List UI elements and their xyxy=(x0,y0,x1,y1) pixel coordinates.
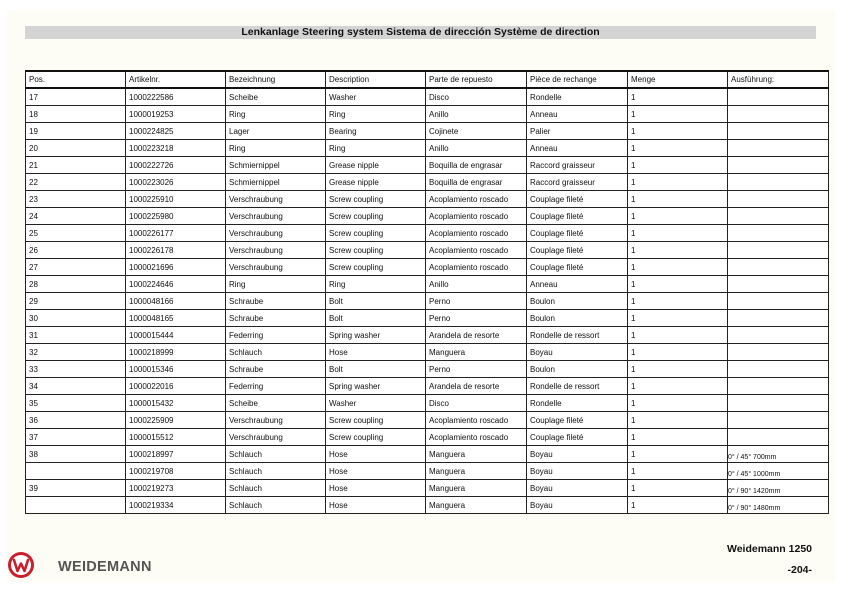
column-header: Bezeichnung xyxy=(226,71,326,88)
table-cell: 1000226178 xyxy=(126,242,226,259)
table-cell xyxy=(728,191,829,208)
table-cell: Bolt xyxy=(326,310,426,327)
table-cell: 1 xyxy=(628,88,728,106)
table-cell: 1000015444 xyxy=(126,327,226,344)
table-cell: Acoplamiento roscado xyxy=(426,412,527,429)
table-cell: 38 xyxy=(26,446,126,463)
table-cell: 1000048166 xyxy=(126,293,226,310)
table-cell: Perno xyxy=(426,310,527,327)
table-cell: Schlauch xyxy=(226,497,326,514)
table-cell: Ring xyxy=(226,106,326,123)
table-cell: Federring xyxy=(226,327,326,344)
parts-table xyxy=(25,70,829,514)
table-cell: Couplage fileté xyxy=(527,191,628,208)
table-cell: 1 xyxy=(628,412,728,429)
table-cell: 33 xyxy=(26,361,126,378)
table-cell: 1 xyxy=(628,361,728,378)
table-cell: 36 xyxy=(26,412,126,429)
table-cell: 1000219273 xyxy=(126,480,226,497)
table-row xyxy=(26,361,829,378)
table-cell: Rondelle de ressort xyxy=(527,378,628,395)
table-cell: Verschraubung xyxy=(226,259,326,276)
table-cell: Manguera xyxy=(426,344,527,361)
table-cell: Manguera xyxy=(426,446,527,463)
table-cell: 0° / 90° 1420mm xyxy=(728,480,829,497)
table-cell: 1000224646 xyxy=(126,276,226,293)
table-cell: 1 xyxy=(628,174,728,191)
table-cell: Washer xyxy=(326,88,426,106)
table-row xyxy=(26,276,829,293)
table-cell: Boyau xyxy=(527,480,628,497)
table-row xyxy=(26,88,829,106)
table-cell xyxy=(728,378,829,395)
table-row xyxy=(26,412,829,429)
table-cell: 1 xyxy=(628,123,728,140)
table-cell xyxy=(728,310,829,327)
table-cell: Acoplamiento roscado xyxy=(426,429,527,446)
table-cell: 29 xyxy=(26,293,126,310)
table-cell: Disco xyxy=(426,88,527,106)
table-row xyxy=(26,140,829,157)
table-cell xyxy=(728,157,829,174)
table-cell: Anneau xyxy=(527,106,628,123)
table-cell: 18 xyxy=(26,106,126,123)
table-cell: 1000222726 xyxy=(126,157,226,174)
table-cell: 35 xyxy=(26,395,126,412)
table-row xyxy=(26,123,829,140)
table-row xyxy=(26,327,829,344)
table-cell: Schlauch xyxy=(226,344,326,361)
table-cell: Schmiernippel xyxy=(226,174,326,191)
table-cell: Screw coupling xyxy=(326,225,426,242)
table-cell: Scheibe xyxy=(226,395,326,412)
table-cell: Scheibe xyxy=(226,88,326,106)
table-cell: Schraube xyxy=(226,293,326,310)
table-cell: Screw coupling xyxy=(326,259,426,276)
table-cell: 1000015346 xyxy=(126,361,226,378)
table-cell: Ring xyxy=(326,106,426,123)
table-cell: Rondelle de ressort xyxy=(527,327,628,344)
table-cell xyxy=(728,123,829,140)
table-cell: Boyau xyxy=(527,497,628,514)
table-cell: Bearing xyxy=(326,123,426,140)
table-cell: 1 xyxy=(628,157,728,174)
table-cell: Grease nipple xyxy=(326,157,426,174)
table-cell: Anneau xyxy=(527,140,628,157)
table-cell: 1 xyxy=(628,293,728,310)
table-cell: Perno xyxy=(426,293,527,310)
table-cell: Schlauch xyxy=(226,463,326,480)
table-body xyxy=(26,88,829,514)
table-row xyxy=(26,310,829,327)
table-row xyxy=(26,497,829,514)
brand-name: WEIDEMANN xyxy=(58,559,152,575)
table-cell: Hose xyxy=(326,446,426,463)
table-cell: Hose xyxy=(326,480,426,497)
table-cell: Acoplamiento roscado xyxy=(426,225,527,242)
table-cell: 37 xyxy=(26,429,126,446)
page-number: -204- xyxy=(787,564,812,576)
table-cell: Hose xyxy=(326,463,426,480)
table-row xyxy=(26,344,829,361)
table-cell: Schmiernippel xyxy=(226,157,326,174)
table-cell: Couplage fileté xyxy=(527,225,628,242)
table-cell: 1 xyxy=(628,344,728,361)
table-cell: Anillo xyxy=(426,276,527,293)
table-cell xyxy=(728,106,829,123)
table-cell xyxy=(728,88,829,106)
table-cell: 1 xyxy=(628,429,728,446)
table-cell: Bolt xyxy=(326,361,426,378)
column-header: Parte de repuesto xyxy=(426,71,527,88)
table-cell: Verschraubung xyxy=(226,429,326,446)
table-cell: 19 xyxy=(26,123,126,140)
table-cell: Couplage fileté xyxy=(527,429,628,446)
table-cell: Spring washer xyxy=(326,327,426,344)
table-cell: 1000218997 xyxy=(126,446,226,463)
table-cell: 1 xyxy=(628,480,728,497)
table-cell: 32 xyxy=(26,344,126,361)
table-row xyxy=(26,378,829,395)
table-cell: Verschraubung xyxy=(226,242,326,259)
table-cell: 1 xyxy=(628,140,728,157)
table-cell: Disco xyxy=(426,395,527,412)
table-cell: 1 xyxy=(628,276,728,293)
table-cell: 1 xyxy=(628,497,728,514)
table-cell: 1 xyxy=(628,208,728,225)
table-cell: Screw coupling xyxy=(326,191,426,208)
model-name: Weidemann 1250 xyxy=(726,543,812,555)
table-cell: 17 xyxy=(26,88,126,106)
table-cell xyxy=(728,174,829,191)
table-cell: Anillo xyxy=(426,140,527,157)
table-cell: Boyau xyxy=(527,446,628,463)
table-cell: 1000225980 xyxy=(126,208,226,225)
table-cell: Ring xyxy=(226,276,326,293)
table-cell: 1 xyxy=(628,378,728,395)
table-cell: Boulon xyxy=(527,293,628,310)
table-cell xyxy=(728,140,829,157)
table-cell: Perno xyxy=(426,361,527,378)
table-cell xyxy=(26,497,126,514)
table-cell xyxy=(728,259,829,276)
table-cell xyxy=(728,395,829,412)
table-cell: Verschraubung xyxy=(226,225,326,242)
table-cell: Rondelle xyxy=(527,395,628,412)
table-cell: Boulon xyxy=(527,310,628,327)
table-row xyxy=(26,259,829,276)
table-cell: 1 xyxy=(628,327,728,344)
table-cell: 27 xyxy=(26,259,126,276)
column-header: Pos. xyxy=(26,71,126,88)
table-row xyxy=(26,208,829,225)
table-cell: Washer xyxy=(326,395,426,412)
weidemann-w-logo-icon xyxy=(7,551,35,579)
table-cell xyxy=(728,429,829,446)
table-cell: Couplage fileté xyxy=(527,208,628,225)
table-cell: Manguera xyxy=(426,463,527,480)
table-cell: Arandela de resorte xyxy=(426,327,527,344)
table-row xyxy=(26,225,829,242)
table-cell: 31 xyxy=(26,327,126,344)
table-cell: Acoplamiento roscado xyxy=(426,208,527,225)
table-cell: Couplage fileté xyxy=(527,412,628,429)
table-cell: Screw coupling xyxy=(326,208,426,225)
table-cell: Boquilla de engrasar xyxy=(426,174,527,191)
table-row xyxy=(26,174,829,191)
table-cell: 1000048165 xyxy=(126,310,226,327)
table-cell: Spring washer xyxy=(326,378,426,395)
table-cell: Raccord graisseur xyxy=(527,174,628,191)
table-cell: Arandela de resorte xyxy=(426,378,527,395)
table-row xyxy=(26,293,829,310)
table-cell: Boyau xyxy=(527,344,628,361)
table-cell: Schraube xyxy=(226,310,326,327)
table-cell: 24 xyxy=(26,208,126,225)
table-row xyxy=(26,429,829,446)
table-cell: Screw coupling xyxy=(326,412,426,429)
table-cell: 1000225909 xyxy=(126,412,226,429)
table-cell xyxy=(728,412,829,429)
table-header-row xyxy=(26,71,829,88)
table-cell: 1 xyxy=(628,310,728,327)
table-cell: Federring xyxy=(226,378,326,395)
table-cell: Screw coupling xyxy=(326,242,426,259)
table-cell: 0° / 45° 700mm xyxy=(728,446,829,463)
table-cell: 1000222586 xyxy=(126,88,226,106)
table-cell: 0° / 45° 1000mm xyxy=(728,463,829,480)
table-cell: 1000015432 xyxy=(126,395,226,412)
table-cell: Anillo xyxy=(426,106,527,123)
table-cell: Couplage fileté xyxy=(527,242,628,259)
table-cell: Schlauch xyxy=(226,446,326,463)
table-cell: 1 xyxy=(628,259,728,276)
table-cell: Boquilla de engrasar xyxy=(426,157,527,174)
table-cell xyxy=(26,463,126,480)
table-cell xyxy=(728,327,829,344)
table-cell: 1 xyxy=(628,446,728,463)
table-cell: 1000015512 xyxy=(126,429,226,446)
table-cell: Acoplamiento roscado xyxy=(426,259,527,276)
table-cell: 1000226177 xyxy=(126,225,226,242)
table-cell: Verschraubung xyxy=(226,412,326,429)
table-cell: 21 xyxy=(26,157,126,174)
column-header: Description xyxy=(326,71,426,88)
table-cell: Acoplamiento roscado xyxy=(426,191,527,208)
table-cell: 1000223026 xyxy=(126,174,226,191)
table-cell: Manguera xyxy=(426,480,527,497)
table-cell: 1 xyxy=(628,106,728,123)
table-cell: Schraube xyxy=(226,361,326,378)
table-cell: 20 xyxy=(26,140,126,157)
table-cell: 1000225910 xyxy=(126,191,226,208)
table-cell: 1000219708 xyxy=(126,463,226,480)
table-cell: 1 xyxy=(628,395,728,412)
table-cell: 1000021696 xyxy=(126,259,226,276)
table-cell: Hose xyxy=(326,344,426,361)
table-cell xyxy=(728,344,829,361)
table-row xyxy=(26,395,829,412)
table-cell: 1000224825 xyxy=(126,123,226,140)
table-cell: Anneau xyxy=(527,276,628,293)
table-cell: Palier xyxy=(527,123,628,140)
table-cell: Ring xyxy=(326,140,426,157)
table-row xyxy=(26,242,829,259)
table-cell: Boyau xyxy=(527,463,628,480)
table-row xyxy=(26,480,829,497)
table-cell: Verschraubung xyxy=(226,191,326,208)
table-cell: Bolt xyxy=(326,293,426,310)
table-cell: 30 xyxy=(26,310,126,327)
table-cell: 1 xyxy=(628,242,728,259)
table-cell: 0° / 90° 1480mm xyxy=(728,497,829,514)
table-cell xyxy=(728,242,829,259)
table-cell: Couplage fileté xyxy=(527,259,628,276)
table-row xyxy=(26,463,829,480)
table-cell: 1 xyxy=(628,191,728,208)
table-cell: Raccord graisseur xyxy=(527,157,628,174)
column-header: Ausführung: xyxy=(728,71,829,88)
table-cell: 26 xyxy=(26,242,126,259)
column-header: Menge xyxy=(628,71,728,88)
table-row xyxy=(26,106,829,123)
table-cell xyxy=(728,361,829,378)
table-cell: 25 xyxy=(26,225,126,242)
table-cell: 22 xyxy=(26,174,126,191)
table-cell xyxy=(728,276,829,293)
table-cell: 1000022016 xyxy=(126,378,226,395)
table-cell: 39 xyxy=(26,480,126,497)
table-cell: Verschraubung xyxy=(226,208,326,225)
table-row xyxy=(26,191,829,208)
table-cell: 28 xyxy=(26,276,126,293)
table-row xyxy=(26,446,829,463)
table-cell: Hose xyxy=(326,497,426,514)
table-cell: 1000218999 xyxy=(126,344,226,361)
table-cell: Ring xyxy=(226,140,326,157)
table-cell: Lager xyxy=(226,123,326,140)
table-cell: Ring xyxy=(326,276,426,293)
table-cell: 23 xyxy=(26,191,126,208)
table-cell: Rondelle xyxy=(527,88,628,106)
table-cell: Cojinete xyxy=(426,123,527,140)
table-cell: 1 xyxy=(628,225,728,242)
table-cell: Boulon xyxy=(527,361,628,378)
table-cell: Grease nipple xyxy=(326,174,426,191)
table-cell xyxy=(728,293,829,310)
table-cell: 1000219334 xyxy=(126,497,226,514)
column-header: Artikelnr. xyxy=(126,71,226,88)
table-row xyxy=(26,157,829,174)
page-title: Lenkanlage Steering system Sistema de dirección Système de direction xyxy=(25,26,816,39)
table-cell xyxy=(728,225,829,242)
table-cell: Acoplamiento roscado xyxy=(426,242,527,259)
table-cell: 1000019253 xyxy=(126,106,226,123)
table-cell: 34 xyxy=(26,378,126,395)
table-cell xyxy=(728,208,829,225)
table-cell: 1 xyxy=(628,463,728,480)
table-cell: Screw coupling xyxy=(326,429,426,446)
table-cell: 1000223218 xyxy=(126,140,226,157)
table-cell: Manguera xyxy=(426,497,527,514)
table-cell: Schlauch xyxy=(226,480,326,497)
column-header: Pièce de rechange xyxy=(527,71,628,88)
